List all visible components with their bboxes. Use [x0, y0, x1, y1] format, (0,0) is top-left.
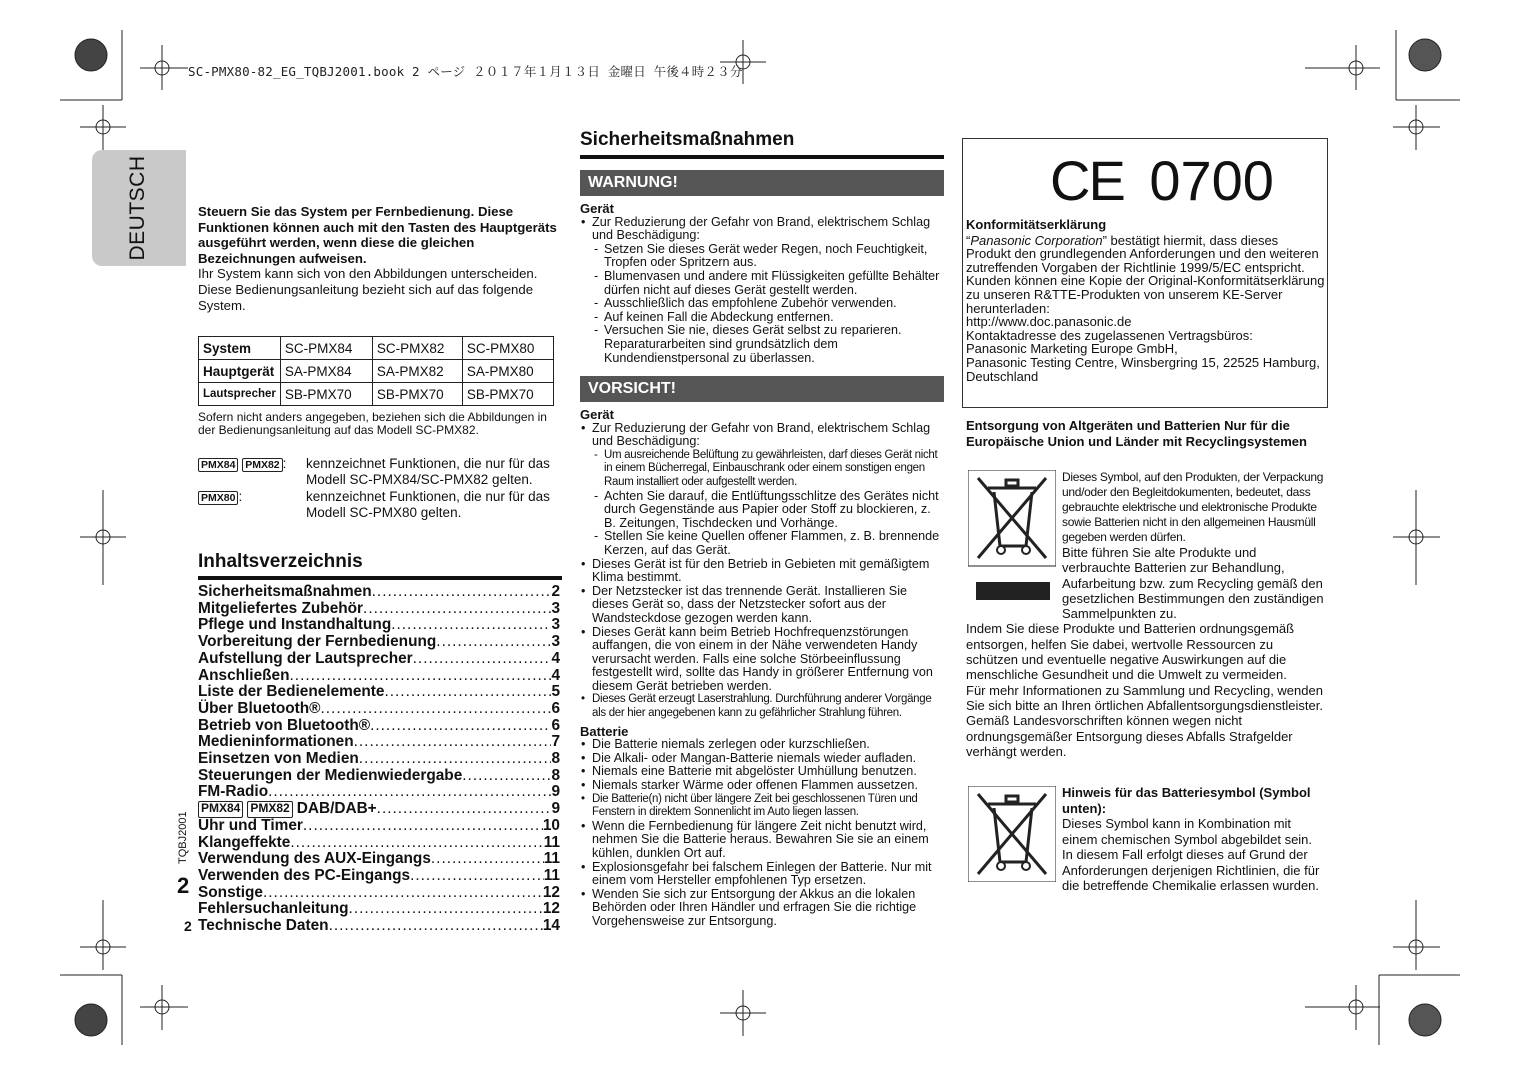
disposal-symbol-note: Dieses Symbol, auf den Produkten, der Verpackung und/oder den Begleitdokumenten, bedeutet, dass gebrauchte elektrische und elektronische Produkte sowie Batterien nicht in den allgemeinen Hausmüll gegeben werden dürfen.	[1062, 470, 1324, 544]
toc-label: Betrieb von Bluetooth®	[198, 716, 371, 734]
toc-entry	[198, 668, 560, 685]
table-note: Sofern nicht anders angegeben, beziehen sich die Abbildungen in der Bedienungsanleitung auf das Modell SC-PMX82.	[198, 410, 547, 437]
table-cell: SC-PMX82	[372, 337, 462, 360]
caution-band: VORSICHT!	[580, 376, 944, 402]
ce-logo: CE	[1050, 149, 1124, 212]
toc-page: 6	[551, 716, 560, 734]
list-item: • Die Alkali- oder Mangan-Batterie niemals wieder aufladen.	[592, 752, 944, 766]
toc-entry	[198, 768, 560, 785]
file-header: SC-PMX80-82_EG_TQBJ2001.book 2 ページ ２０１７年１月１３日 金曜日 午後４時２３分	[188, 64, 743, 79]
toc-leader	[329, 918, 543, 935]
toc-entry	[198, 784, 560, 801]
toc-label: Klangeffekte	[198, 833, 291, 851]
toc-leader	[372, 584, 552, 601]
toc-page: 12	[542, 883, 560, 901]
list-item: • Zur Reduzierung der Gefahr von Brand, elektrischem Schlag und Beschädigung: - Setzen Sie dieses Gerät weder Regen, noch Feuchtigkeit, Tropfen oder Spritzern aus. - Blumenvasen und andere mit Flüssigkeiten gefüllte Behälter dürfen nicht auf dieses Gerät gestellt werden. - Ausschließlich das empfohlene Zubehör verwenden. - Auf keinen Fall die Abdeckung entfernen. - Versuchen Sie nie, dieses Gerät selbst zu reparieren. Reparaturarbeiten sind grundsätzlich dem Kundendienstpersonal zu überlassen.	[592, 216, 944, 366]
toc-leader	[349, 901, 543, 918]
toc-page: 4	[551, 666, 560, 684]
toc-leader	[268, 784, 551, 801]
disposal-paragraph: Bitte führen Sie alte Produkte und verbrauchte Batterien zur Behandlung, Aufarbeitung bzw. zum Recycling gemäß den gesetzlichen Bestimmungen den zuständigen Sammelpunkten zu.	[1062, 545, 1324, 622]
tag-description: kennzeichnet Funktionen, die nur für das Modell SC-PMX80 gelten.	[306, 489, 550, 520]
list-item: - Auf keinen Fall die Abdeckung entfernen.	[604, 311, 944, 325]
toc-label: Mitgeliefertes Zubehör	[198, 599, 364, 617]
conformity-contact: Kontaktadresse des zugelassenen Vertragsbüros:	[966, 327, 1253, 343]
list-item: • Zur Reduzierung der Gefahr von Brand, elektrischem Schlag und Beschädigung: - Um ausreichende Belüftung zu gewährleisten, darf dieses Gerät nicht in einem Bücherregal, Einbauschrank oder einem sonstigen engen Raum installiert oder aufgestellt werden. - Achten Sie darauf, die Entlüftungsschlitze des Gerätes nicht durch Gegenstände aus Papier oder Stoff zu blockieren, z. B. Zeitungen, Tischdecken und Vorhänge. - Stellen Sie keine Quellen offener Flammen, z. B. brennende Kerzen, auf das Gerät.	[592, 422, 944, 558]
toc-label: Steuerungen der Medienwiedergabe	[198, 766, 463, 784]
disposal-paragraph: Gemäß Landesvorschriften können wegen nicht ordnungsgemäßer Entsorgung dieses Abfalls Strafgelder verhängt werden.	[966, 713, 1293, 759]
toc-entry	[198, 868, 560, 885]
toc-entry	[198, 701, 560, 718]
list-item: - Blumenvasen und andere mit Flüssigkeiten gefüllte Behälter dürfen nicht auf dieses Gerät gestellt werden.	[604, 270, 944, 297]
conformity-text	[966, 218, 1326, 383]
toc-page: 11	[543, 866, 560, 884]
toc-label: Verwenden des PC-Eingangs	[198, 866, 411, 884]
document-code: TQBJ2001	[177, 811, 189, 864]
toc-leader	[359, 751, 552, 768]
toc-leader	[363, 601, 551, 618]
toc-page: 7	[551, 733, 560, 751]
warning-band: WARNUNG!	[580, 170, 944, 196]
toc-page: 8	[551, 766, 560, 784]
conformity-title: Konformitätserklärung	[966, 217, 1107, 232]
table-cell: SA-PMX82	[372, 360, 462, 383]
toc-leader	[462, 768, 551, 785]
model-tag: PMX84	[198, 458, 238, 472]
toc-label: Einsetzen von Medien	[198, 750, 359, 768]
quote-mark: “	[966, 232, 971, 248]
table-row	[199, 383, 554, 406]
tag-description: kennzeichnet Funktionen, die nur für das Modell SC-PMX84/SC-PMX82 gelten.	[306, 456, 550, 487]
model-tag: PMX82	[247, 801, 292, 818]
toc-label: Sonstige	[198, 883, 263, 901]
toc-page: 5	[551, 683, 560, 701]
table-cell: SA-PMX84	[280, 360, 372, 383]
toc-leader	[290, 835, 543, 852]
toc-label: Uhr und Timer	[198, 816, 303, 834]
row-header: System	[199, 337, 281, 360]
toc-entry	[198, 918, 560, 935]
disposal-paragraph: Indem Sie diese Produkte und Batterien ordnungsgemäß entsorgen, helfen Sie dabei, wertvolle Ressourcen zu schützen und eventuelle negative Auswirkungen auf die menschliche Gesundheit und die Umwelt zu vermeiden.	[966, 621, 1295, 683]
toc-entry	[198, 617, 560, 634]
toc-label: Fehlersuchanleitung	[198, 900, 349, 918]
list-item: • Dieses Gerät erzeugt Laserstrahlung. Durchführung anderer Vorgänge als der hier angegebenen kann zu gefährlicher Strahlung führen.	[592, 693, 944, 720]
tag-separator: :	[282, 456, 287, 471]
toc-leader	[290, 668, 552, 685]
toc-leader	[354, 734, 552, 751]
toc-label: Über Bluetooth®	[198, 699, 321, 717]
list-item: - Um ausreichende Belüftung zu gewährleisten, darf dieses Gerät nicht in einem Bücherregal, Einbauschrank oder einem sonstigen engen Raum installiert oder aufgestellt werden.	[604, 449, 944, 490]
toc-leader	[391, 617, 551, 634]
conformity-url: http://www.doc.panasonic.de	[966, 314, 1132, 330]
toc-label: Technische Daten	[198, 917, 329, 935]
toc-entry	[198, 835, 560, 852]
table-cell: SB-PMX70	[372, 383, 462, 406]
address-line: Panasonic Testing Centre, Winsbergring 15, 22525 Hamburg, Deutschland	[966, 354, 1320, 384]
language-tab-label: DEUTSCH	[126, 155, 149, 261]
table-row	[199, 360, 554, 383]
toc-label: Verwendung des AUX-Eingangs	[198, 850, 431, 868]
row-header: Lautsprecher	[199, 383, 281, 406]
intro-paragraph-1: Ihr System kann sich von den Abbildungen unterscheiden.	[198, 266, 538, 282]
toc-entry	[198, 901, 560, 918]
safety-title: Sicherheitsmaßnahmen	[580, 129, 795, 150]
toc-title: Inhaltsverzeichnis	[198, 551, 363, 572]
toc-page: 11	[543, 850, 560, 868]
model-tags	[198, 456, 564, 521]
list-item: • Wenden Sie sich zur Entsorgung der Akkus an die lokalen Behörden oder Ihren Händler und erfragen Sie die richtige Vorgehensweise zur Entsorgung.	[592, 888, 944, 929]
address-line: Panasonic Marketing Europe GmbH,	[966, 341, 1178, 357]
list-item: - Versuchen Sie nie, dieses Gerät selbst zu reparieren. Reparaturarbeiten sind grundsätzlich dem Kundendienstpersonal zu überlassen.	[604, 324, 944, 365]
battery-symbol-section	[966, 785, 1326, 894]
toc-page: 8	[551, 750, 560, 768]
list-item: • Explosionsgefahr bei falschem Einlegen der Batterie. Nur mit einem vom Hersteller empfohlenen Typ ersetzen.	[592, 861, 944, 888]
ce-mark	[1050, 148, 1274, 213]
toc-page: 2	[551, 583, 560, 600]
company-name: Panasonic Corporation	[970, 232, 1103, 248]
warning-section	[580, 170, 944, 365]
disposal-paragraph: Für mehr Informationen zu Sammlung und Recycling, wenden Sie sich bitte an Ihren örtlichen Abfallentsorgungsdienstleister.	[966, 682, 1323, 713]
list-item: • Niemals starker Wärme oder offenen Flammen aussetzen.	[592, 779, 944, 793]
table-cell: SC-PMX80	[462, 337, 553, 360]
list-item: - Setzen Sie dieses Gerät weder Regen, noch Feuchtigkeit, Tropfen oder Spritzern aus.	[604, 243, 944, 270]
model-tag: PMX84	[198, 801, 243, 818]
toc-leader	[263, 885, 543, 902]
intro-bold: Steuern Sie das System per Fernbedienung. Diese Funktionen können auch mit den Tasten des Hauptgeräts ausgeführt werden, wenn diese die gleichen Bezeichnungen aufweisen.	[198, 204, 557, 266]
toc-rule	[198, 576, 562, 580]
list-item: - Achten Sie darauf, die Entlüftungsschlitze des Gerätes nicht durch Gegenstände aus Papier oder Stoff zu blockieren, z. B. Zeitungen, Tischdecken und Vorhänge.	[604, 490, 944, 531]
toc-leader	[436, 634, 551, 651]
toc-label: Medieninformationen	[198, 733, 354, 751]
list-item: • Dieses Gerät kann beim Betrieb Hochfrequenzstörungen auffangen, die von einem in der Nähe verwendeten Handy verursacht werden. Falls eine solche Störbeeinflussung festgestellt wird, sollte das Handy in größerer Entfernung von diesem Gerät betrieben werden.	[592, 626, 944, 694]
model-tag: PMX80	[198, 491, 238, 505]
language-tab	[92, 150, 186, 266]
conformity-download: Kunden können eine Kopie der Original-Konformitätserklärung zu unseren R&TTE-Produkten von unserem KE-Server herunterladen:	[966, 273, 1325, 316]
battery-symbol-title: Hinweis für das Batteriesymbol (Symbol unten):	[1062, 785, 1311, 816]
disposal-text	[966, 470, 1326, 759]
toc-page: 3	[551, 599, 560, 617]
list-item: - Ausschließlich das empfohlene Zubehör verwenden.	[604, 297, 944, 311]
toc-entry	[198, 885, 560, 902]
toc-leader	[377, 801, 552, 818]
ce-number: 0700	[1149, 149, 1274, 212]
toc-page: 9	[551, 800, 560, 818]
toc-label: Pflege und Instandhaltung	[198, 616, 392, 634]
toc-leader	[384, 684, 551, 701]
toc-entry	[198, 818, 560, 835]
battery-symbol-text: Dieses Symbol kann in Kombination mit einem chemischen Symbol abgebildet sein. In diesem Fall erfolgt dieses auf Grund der Anforderungen derjenigen Richtlinien, die für die betreffende Chemikalie erlassen wurden.	[1062, 816, 1320, 893]
toc-entry	[198, 601, 560, 618]
table-cell: SB-PMX70	[462, 383, 553, 406]
toc-label: Liste der Bedienelemente	[198, 683, 385, 701]
toc-page: 3	[551, 616, 560, 634]
system-table	[198, 336, 554, 406]
toc-page: 14	[542, 917, 560, 935]
disposal-title: Entsorgung von Altgeräten und Batterien Nur für die Europäische Union und Länder mit Recyclingsystemen	[966, 418, 1307, 449]
tag-separator: :	[238, 489, 243, 504]
list-item: • Die Batterie(n) nicht über längere Zeit bei geschlossenen Türen und Fenstern in direktem Sonnenlicht im Auto liegen lassen.	[592, 793, 944, 820]
toc-page: 6	[551, 699, 560, 717]
toc-page: 4	[551, 649, 560, 667]
toc-leader	[321, 701, 552, 718]
toc-entry	[198, 718, 560, 735]
table-cell: SB-PMX70	[280, 383, 372, 406]
toc-label: FM-Radio	[198, 783, 269, 801]
toc-leader	[370, 718, 551, 735]
toc-entry	[198, 634, 560, 651]
list-item: • Wenn die Fernbedienung für längere Zeit nicht benutzt wird, nehmen Sie die Batterie heraus. Bewahren Sie sie an einem kühlen, dunklen Ort auf.	[592, 820, 944, 861]
row-header: Hauptgerät	[199, 360, 281, 383]
toc-page: 11	[543, 833, 560, 851]
intro-paragraph-2: Diese Bedienungsanleitung bezieht sich auf das folgende System.	[198, 281, 534, 313]
toc-leader	[303, 818, 543, 835]
intro-section	[198, 204, 564, 313]
warning-subheading: Gerät	[580, 201, 614, 216]
table-of-contents	[198, 584, 560, 935]
page-number-large: 2	[177, 873, 190, 898]
toc-entry	[198, 734, 560, 751]
caution-section	[580, 376, 944, 929]
caution-subheading: Gerät	[580, 407, 614, 422]
toc-label: Anschließen	[198, 666, 290, 684]
toc-leader	[410, 868, 544, 885]
toc-label: Vorbereitung der Fernbedienung	[198, 633, 437, 651]
toc-entry	[198, 584, 560, 601]
list-item: • Dieses Gerät ist für den Betrieb in Gebieten mit gemäßigtem Klima bestimmt.	[592, 558, 944, 585]
toc-label: DAB/DAB+	[296, 800, 377, 818]
toc-entry	[198, 684, 560, 701]
toc-page: 12	[542, 900, 560, 918]
list-item: • Niemals eine Batterie mit abgelöster Umhüllung benutzen.	[592, 765, 944, 779]
table-cell: SC-PMX84	[280, 337, 372, 360]
safety-rule	[580, 155, 944, 159]
toc-leader	[413, 651, 552, 668]
table-cell: SA-PMX80	[462, 360, 553, 383]
battery-subheading: Batterie	[580, 723, 629, 739]
toc-entry	[198, 651, 560, 668]
toc-page: 3	[551, 633, 560, 651]
toc-entry	[198, 801, 560, 818]
toc-page: 10	[542, 816, 560, 834]
toc-label: Aufstellung der Lautsprecher	[198, 649, 413, 667]
toc-label: Sicherheitsmaßnahmen	[198, 583, 372, 600]
table-row	[199, 337, 554, 360]
list-item: • Die Batterie niemals zerlegen oder kurzschließen.	[592, 738, 944, 752]
toc-entry	[198, 851, 560, 868]
page-number-small: 2	[184, 918, 192, 934]
conformity-statement: ” bestätigt hiermit, dass dieses Produkt den grundlegenden Anforderungen und den weiteren zutreffenden Vorgaben der Richtlinie 1999/5/EC entspricht.	[966, 232, 1319, 275]
list-item: - Stellen Sie keine Quellen offener Flammen, z. B. brennende Kerzen, auf das Gerät.	[604, 530, 944, 557]
toc-leader	[431, 851, 544, 868]
model-tag: PMX82	[242, 458, 282, 472]
toc-entry	[198, 751, 560, 768]
list-item: • Der Netzstecker ist das trennende Gerät. Installieren Sie dieses Gerät so, dass der Netzstecker sofort aus der Wandsteckdose gezogen werden kann.	[592, 585, 944, 626]
toc-page: 9	[551, 783, 560, 801]
